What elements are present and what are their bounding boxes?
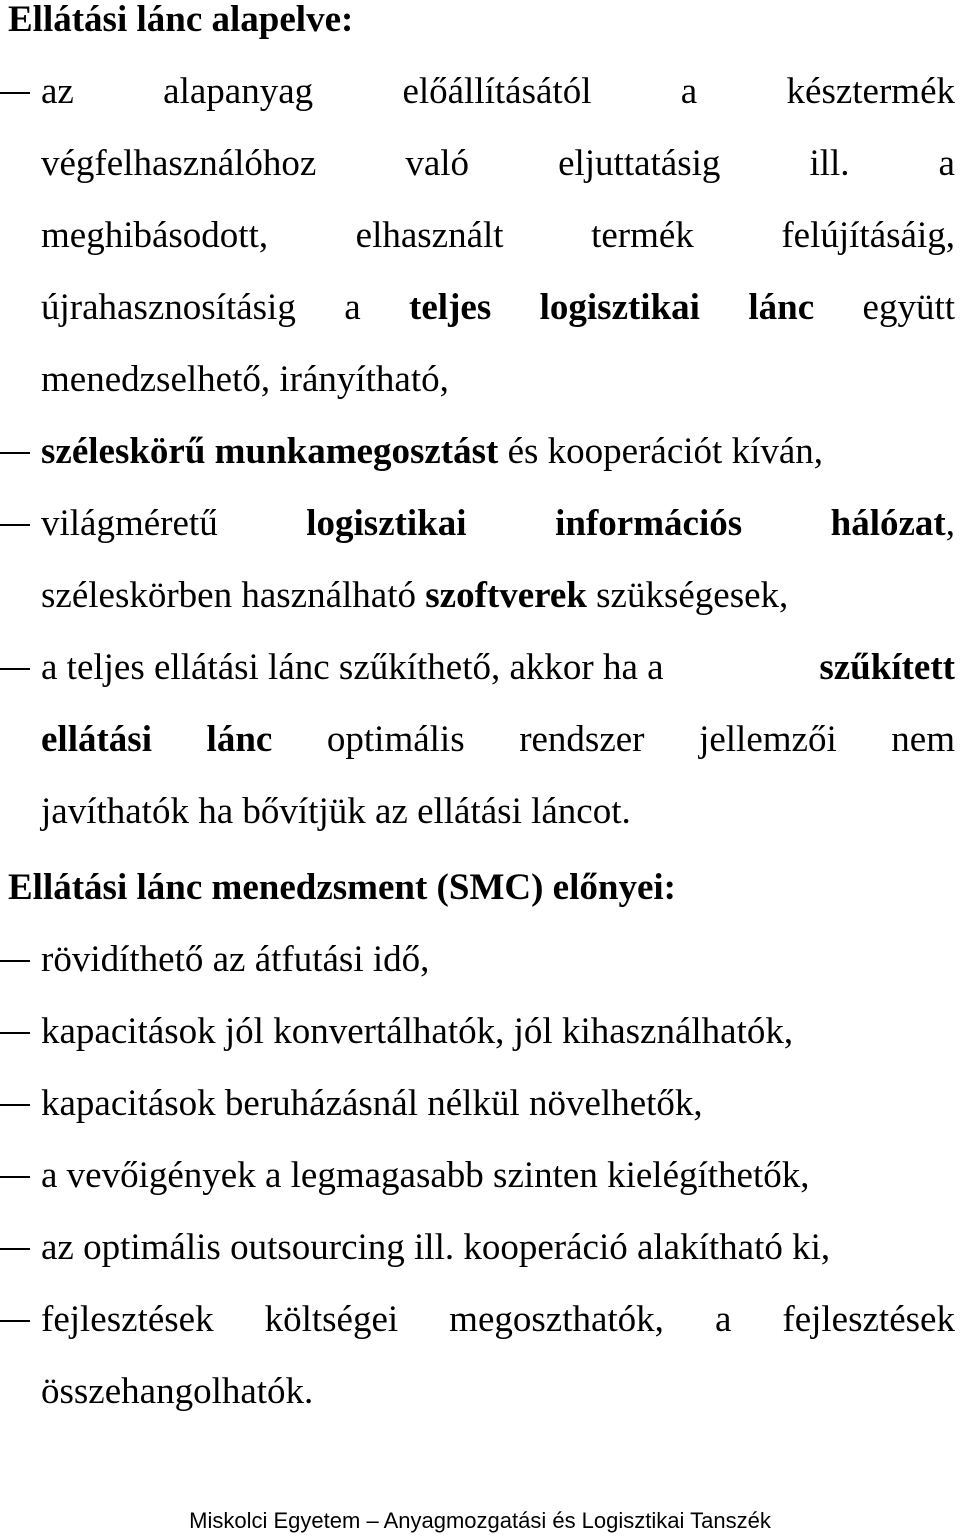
word: meghibásodott,	[41, 215, 269, 256]
paragraph-line: összehangolhatók.	[41, 1371, 314, 1412]
paragraph-line	[41, 576, 788, 616]
bullet-dash	[0, 452, 30, 454]
text-span: szükségesek,	[586, 575, 789, 616]
bold-word: hálózat	[830, 503, 946, 544]
list-item	[41, 1300, 955, 1340]
word: újrahasznosításig	[41, 287, 296, 328]
word: a	[680, 71, 698, 112]
section-heading: Ellátási lánc alapelve:	[8, 0, 354, 40]
paragraph-line: menedzselhető, irányítható,	[41, 359, 449, 400]
bold-word: lánc	[206, 719, 273, 760]
word: eljuttatásig	[558, 143, 721, 184]
paragraph-line	[41, 288, 955, 328]
word: termék	[591, 215, 694, 256]
section-heading: Ellátási lánc menedzsment (SMC) előnyei:	[8, 867, 676, 908]
word: együtt	[862, 287, 955, 328]
word: ill.	[809, 143, 850, 184]
bold-word: teljes	[409, 287, 492, 328]
text-span: és kooperációt kíván,	[498, 431, 824, 472]
paragraph-line	[41, 504, 955, 544]
bullet-dash	[0, 668, 30, 670]
word: késztermék	[786, 71, 955, 112]
bullet-dash	[0, 1320, 30, 1322]
word: elhasznált	[355, 215, 504, 256]
bullet-dash	[0, 524, 30, 526]
page-footer: Miskolci Egyetem – Anyagmozgatási és Logisztikai Tanszék	[189, 1508, 771, 1533]
paragraph-line: javíthatók ha bővítjük az ellátási láncot.	[41, 791, 631, 832]
word: megoszthatók,	[449, 1299, 664, 1340]
word: optimális	[326, 719, 465, 760]
list-item: kapacitások beruházásnál nélkül növelhetők,	[41, 1083, 703, 1124]
bullet-dash	[0, 1104, 30, 1106]
word: jellemzői	[699, 719, 837, 760]
word: a	[938, 143, 955, 184]
word: a	[344, 287, 361, 328]
word: alapanyag	[163, 71, 314, 112]
bold-word: ellátási	[41, 719, 152, 760]
paragraph-line	[41, 720, 955, 760]
word: való	[405, 143, 470, 184]
bold-word: lánc	[748, 287, 815, 328]
word: fejlesztések	[782, 1299, 955, 1340]
word: nem	[891, 719, 955, 760]
bullet-dash	[0, 960, 30, 962]
word: rendszer	[519, 719, 645, 760]
word: felújításáig,	[781, 215, 955, 256]
paragraph-line	[41, 648, 955, 688]
bullet-dash	[0, 92, 30, 94]
word: a	[714, 1299, 732, 1340]
word: az	[41, 71, 74, 112]
bold-word: logisztikai	[539, 287, 700, 328]
bullet-dash	[0, 1176, 30, 1178]
list-item: rövidíthető az átfutási idő,	[41, 939, 430, 980]
punctuation: ,	[945, 503, 955, 544]
word: előállításától	[402, 71, 592, 112]
list-item: az optimális outsourcing ill. kooperáció alakítható ki,	[41, 1227, 831, 1268]
word: költségei	[264, 1299, 399, 1340]
bold-phrase: széleskörű munkamegosztást	[41, 431, 499, 472]
bold-word: szűkített	[819, 647, 955, 688]
paragraph-line	[41, 216, 955, 256]
list-item: a vevőigények a legmagasabb szinten kielégíthetők,	[41, 1155, 810, 1196]
text-span: a teljes ellátási lánc szűkíthető, akkor ha a	[41, 647, 664, 688]
bold-word: logisztikai	[306, 503, 467, 544]
bold-word: információs	[555, 503, 743, 544]
word: végfelhasználóhoz	[41, 143, 317, 184]
paragraph-line	[41, 72, 955, 112]
word: fejlesztések	[41, 1299, 214, 1340]
list-item: kapacitások jól konvertálhatók, jól kihasználhatók,	[41, 1011, 794, 1052]
bullet-dash	[0, 1032, 30, 1034]
paragraph-line	[41, 144, 955, 184]
bullet-dash	[0, 1248, 30, 1250]
word: világméretű	[41, 503, 218, 544]
text-span: széleskörben használható	[41, 575, 426, 616]
bold-word: szoftverek	[425, 575, 587, 616]
paragraph-line	[41, 432, 823, 472]
